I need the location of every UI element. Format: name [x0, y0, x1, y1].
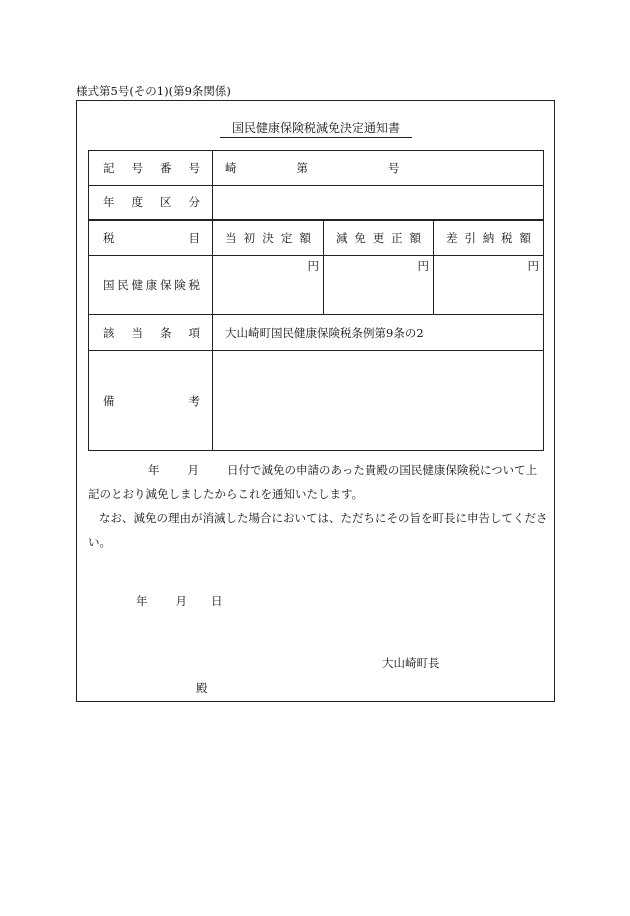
row-headers: [89, 220, 544, 256]
notice-paragraph-1: [88, 458, 548, 506]
initial-amount-cell: [213, 256, 324, 315]
year-value: [213, 186, 544, 220]
reduction-amount-cell: [324, 256, 434, 315]
row-remarks: [89, 351, 544, 451]
tax-item-label: 税目: [89, 220, 213, 256]
issue-date: [136, 593, 223, 609]
issue-day: 日: [211, 594, 223, 608]
header-initial-amount: 当初決定額: [213, 220, 324, 256]
body-month: 月: [187, 463, 199, 477]
body-line2: なお、減免の理由が消滅した場合においては、ただちにその旨を町長に申告してください。: [88, 511, 548, 549]
document-title: 国民健康保険税減免決定通知書: [220, 119, 412, 138]
clause-label: 該当条項: [89, 315, 213, 351]
yen-unit: 円: [417, 259, 429, 273]
issuer-name: 大山崎町長: [382, 656, 440, 670]
header-net-amount: 差引納税額: [434, 220, 544, 256]
notice-table: [88, 150, 544, 451]
yen-unit: 円: [527, 259, 539, 273]
number-part-saki: 崎: [225, 161, 237, 175]
remarks-label: 備考: [89, 351, 213, 451]
header-reduction-amount: 減免更正額: [324, 220, 434, 256]
notice-paragraph-2: [88, 506, 548, 554]
row-year: [89, 186, 544, 220]
body-line1-rest: 日付で減免の申請のあった貴殿の国民健康保険税について上記のとおり減免しましたからこれを通知いたします。: [88, 463, 538, 501]
row-clause: [89, 315, 544, 351]
addressee-suffix: 殿: [196, 681, 208, 695]
form-number-label: 様式第5号(その1)(第9条関係): [76, 84, 231, 98]
net-amount-cell: [434, 256, 544, 315]
notice-body: [88, 458, 548, 554]
number-value: [213, 151, 544, 186]
row-number: [89, 151, 544, 186]
number-label: 記号番号: [89, 151, 213, 186]
row-tax: [89, 256, 544, 315]
number-part-dai: 第: [296, 161, 308, 175]
year-label: 年度区分: [89, 186, 213, 220]
number-part-go: 号: [388, 161, 400, 175]
remarks-value: [213, 351, 544, 451]
clause-value: 大山崎町国民健康保険税条例第9条の2: [213, 315, 544, 351]
issue-year: 年: [136, 594, 148, 608]
yen-unit: 円: [307, 259, 319, 273]
body-year: 年: [148, 463, 160, 477]
issue-month: 月: [175, 594, 187, 608]
tax-name: 国民健康保険税: [89, 256, 213, 315]
